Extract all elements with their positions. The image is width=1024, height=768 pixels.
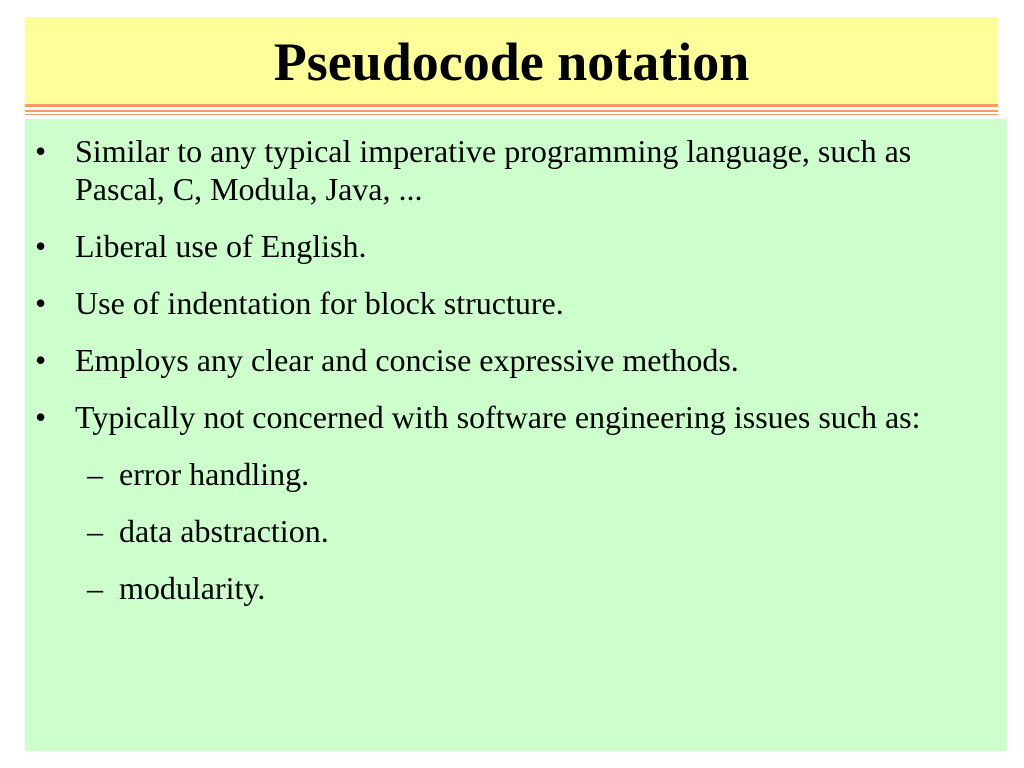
title-underline-rule (25, 104, 998, 107)
sub-bullet-marker: – (87, 513, 103, 549)
bullet-marker: • (35, 399, 47, 435)
bullet-item (25, 227, 1007, 265)
bullet-marker: • (35, 342, 47, 378)
sub-bullet-marker: – (87, 456, 103, 492)
bullet-list (25, 132, 1007, 626)
bullet-text: Employs any clear and concise expressive methods. (75, 342, 739, 378)
bullet-text: Similar to any typical imperative programming language, such as Pascal, C, Modula, Java, ... (75, 133, 912, 207)
title-underline-rule (25, 110, 998, 112)
title-banner (25, 17, 998, 104)
sub-bullet-text: data abstraction. (119, 513, 329, 549)
sub-bullet-item (25, 512, 1007, 550)
bullet-item (25, 341, 1007, 379)
bullet-text: Typically not concerned with software engineering issues such as: (75, 399, 921, 435)
title-underline-rule (25, 114, 998, 115)
bullet-item (25, 284, 1007, 322)
slide-title: Pseudocode notation (273, 31, 750, 92)
bullet-text: Liberal use of English. (75, 228, 367, 264)
bullet-marker: • (35, 228, 47, 264)
sub-bullet-text: error handling. (119, 456, 310, 492)
content-panel (25, 119, 1007, 751)
bullet-marker: • (35, 285, 47, 321)
sub-bullet-text: modularity. (119, 570, 266, 606)
sub-bullet-item (25, 455, 1007, 493)
bullet-item (25, 132, 1007, 208)
sub-bullet-item (25, 569, 1007, 607)
bullet-item (25, 398, 1007, 436)
bullet-text: Use of indentation for block structure. (75, 285, 564, 321)
sub-bullet-marker: – (87, 570, 103, 606)
bullet-marker: • (35, 133, 47, 169)
